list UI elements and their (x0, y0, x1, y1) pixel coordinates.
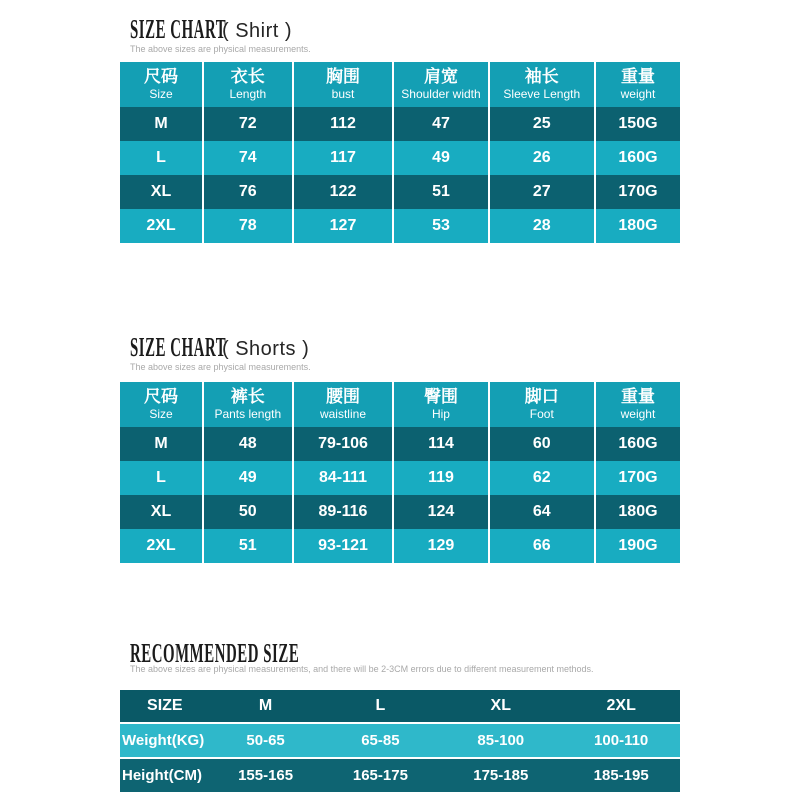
shirt-row-l (120, 141, 680, 175)
header-zh: 重量 (620, 67, 655, 87)
header-cell-weight (596, 62, 680, 107)
table-cell: 122 (294, 175, 395, 209)
rec-header-2xl: 2XL (606, 697, 636, 714)
table-cell: 129 (394, 529, 489, 563)
header-cell-foot (490, 382, 596, 427)
recommended-section-title: RECOMMENDED SIZE (130, 638, 300, 668)
header-zh: 袖长 (524, 67, 559, 87)
shorts-row-m (120, 427, 680, 461)
table-cell: M (120, 427, 204, 461)
shorts-size-table (120, 382, 680, 563)
table-cell: 64 (490, 495, 596, 529)
rec-header-l: L (375, 697, 386, 714)
header-en: weight (620, 86, 656, 101)
recommended-height-row (120, 759, 680, 792)
table-cell: 170G (596, 461, 680, 495)
header-zh: 裤长 (230, 387, 265, 407)
table-cell: 170G (596, 175, 680, 209)
header-zh: 衣长 (230, 67, 265, 87)
table-cell: 27 (490, 175, 596, 209)
table-cell: 117 (294, 141, 395, 175)
table-cell: 26 (490, 141, 596, 175)
table-cell: 119 (394, 461, 489, 495)
table-cell: 74 (204, 141, 294, 175)
table-cell: L (120, 461, 204, 495)
shorts-section-variant: ( Shorts ) (222, 338, 310, 360)
table-cell: 28 (490, 209, 596, 243)
table-cell: 65-85 (361, 732, 400, 749)
table-cell: 85-100 (477, 732, 525, 749)
table-cell: 49 (204, 461, 294, 495)
header-zh: 肩宽 (423, 67, 458, 87)
table-cell: 62 (490, 461, 596, 495)
table-cell: 160G (596, 427, 680, 461)
header-zh: 尺码 (144, 387, 178, 407)
header-cell-shoulder (394, 62, 489, 107)
table-cell: 76 (204, 175, 294, 209)
table-cell: 93-121 (294, 529, 395, 563)
shorts-table-header-row (120, 382, 680, 427)
header-en: Foot (529, 406, 554, 421)
table-cell: 49 (394, 141, 489, 175)
table-cell: 47 (394, 107, 489, 141)
header-zh: 腰围 (325, 387, 360, 407)
table-cell: 150G (596, 107, 680, 141)
table-cell: 155-165 (238, 767, 294, 784)
header-cell-waistline (294, 382, 395, 427)
header-en: Hip (431, 406, 450, 421)
table-cell: 48 (204, 427, 294, 461)
table-cell: XL (120, 495, 204, 529)
header-zh: 重量 (620, 387, 655, 407)
rec-header-size: SIZE (147, 697, 183, 714)
table-cell: 127 (294, 209, 395, 243)
recommended-header-row (120, 690, 680, 722)
header-en: bust (331, 86, 355, 101)
header-cell-size (120, 382, 204, 427)
table-cell: XL (120, 175, 204, 209)
row-label: Height(CM) (122, 767, 202, 784)
table-cell: 66 (490, 529, 596, 563)
table-cell: L (120, 141, 204, 175)
shorts-row-2xl (120, 529, 680, 563)
header-en: Pants length (214, 406, 282, 421)
shirt-size-table (120, 62, 680, 243)
recommended-section-subtitle: The above sizes are physical measurements, and there will be 2-3CM errors due to different measurement methods. (130, 664, 594, 674)
header-zh: 脚口 (524, 387, 559, 407)
rec-header-m: M (258, 697, 273, 714)
shirt-row-2xl (120, 209, 680, 243)
header-zh: 胸围 (325, 67, 360, 87)
table-cell: M (120, 107, 204, 141)
table-cell: 50 (204, 495, 294, 529)
shirt-section-subtitle: The above sizes are physical measurements. (130, 44, 311, 54)
table-cell: 2XL (120, 209, 204, 243)
header-en: Shoulder width (401, 86, 481, 101)
table-cell: 72 (204, 107, 294, 141)
table-cell: 175-185 (473, 767, 529, 784)
header-cell-hip (394, 382, 489, 427)
table-cell: 190G (596, 529, 680, 563)
header-cell-size (120, 62, 204, 107)
header-zh: 臀围 (423, 387, 458, 407)
shorts-row-xl (120, 495, 680, 529)
table-cell: 112 (294, 107, 395, 141)
header-cell-weight (596, 382, 680, 427)
recommended-size-table (120, 690, 680, 792)
header-en: Size (149, 86, 173, 101)
table-cell: 51 (394, 175, 489, 209)
shorts-row-l (120, 461, 680, 495)
rec-header-xl: XL (490, 697, 511, 714)
header-cell-sleeve (490, 62, 596, 107)
shorts-section-subtitle: The above sizes are physical measurements. (130, 362, 311, 372)
header-en: waistline (319, 406, 366, 421)
table-cell: 51 (204, 529, 294, 563)
header-en: Size (149, 406, 173, 421)
header-cell-length (204, 62, 294, 107)
table-cell: 114 (394, 427, 489, 461)
table-cell: 124 (394, 495, 489, 529)
table-cell: 165-175 (352, 767, 408, 784)
table-cell: 84-111 (294, 461, 395, 495)
table-cell: 89-116 (294, 495, 395, 529)
shirt-section-title: SIZE CHART (130, 14, 227, 44)
table-cell: 78 (204, 209, 294, 243)
shirt-table-header-row (120, 62, 680, 107)
recommended-weight-row (120, 724, 680, 757)
table-cell: 60 (490, 427, 596, 461)
header-en: Length (229, 86, 267, 101)
table-cell: 160G (596, 141, 680, 175)
header-cell-pants-length (204, 382, 294, 427)
shirt-section-variant: ( Shirt ) (222, 20, 293, 42)
header-cell-bust (294, 62, 395, 107)
table-cell: 50-65 (246, 732, 285, 749)
table-cell: 2XL (120, 529, 204, 563)
table-cell: 79-106 (294, 427, 395, 461)
shorts-section-title: SIZE CHART (130, 332, 227, 362)
shirt-row-xl (120, 175, 680, 209)
row-label: Weight(KG) (122, 732, 205, 749)
header-zh: 尺码 (144, 67, 178, 87)
table-cell: 53 (394, 209, 489, 243)
table-cell: 100-110 (594, 732, 649, 749)
header-en: Sleeve Length (503, 86, 581, 101)
table-cell: 185-195 (593, 767, 649, 784)
table-cell: 180G (596, 209, 680, 243)
header-en: weight (620, 406, 656, 421)
shirt-row-m (120, 107, 680, 141)
table-cell: 25 (490, 107, 596, 141)
table-cell: 180G (596, 495, 680, 529)
